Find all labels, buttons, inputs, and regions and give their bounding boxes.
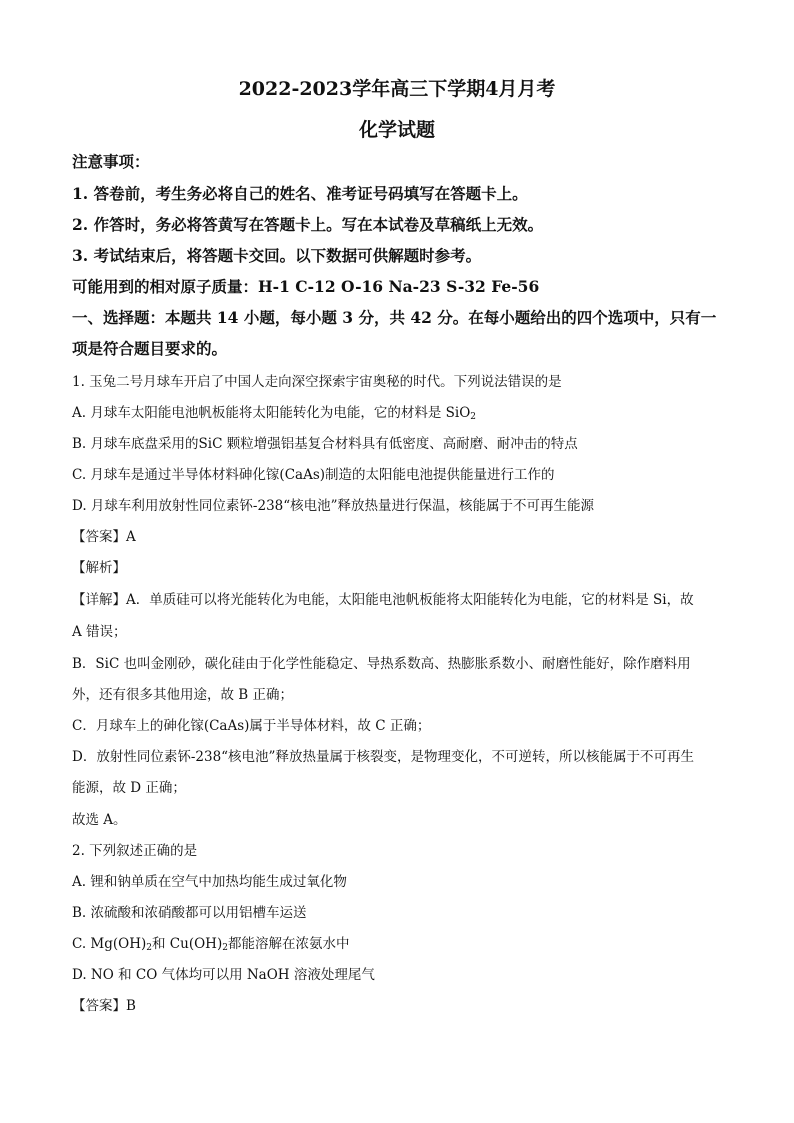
q1-detail-line-2: A 错误； [72,624,127,640]
notice-heading: 注意事项： [72,152,150,171]
q2-stem: 2. 下列叙述正确的是 [72,843,198,859]
notice-item-2: 2. 作答时，务必将答黄写在答题卡上。写在本试卷及草稿纸上无效。 [72,215,544,234]
q1-option-a-text: A. 月球车太阳能电池帆板能将太阳能转化为电能，它的材料是 SiO [72,405,471,421]
q1-option-a-subscript: 2 [470,412,476,422]
q2-option-c-subscript1: 2 [146,943,153,953]
q1-stem: 1. 玉兔二号月球车开启了中国人走向深空探索宇宙奥秘的时代。下列说法错误的是 [72,374,562,390]
q2-option-c-subscript2: 2 [222,943,228,953]
q1-option-d: D. 月球车利用放射性同位素钚-238“核电池”释放热量进行保温，核能属于不可再生能源 [72,498,595,514]
q1-detail-label: 【详解】 [72,592,126,608]
q2-option-c-part1: C. Mg(OH) [72,936,147,952]
q2-answer-label: 【答案】 [72,998,126,1014]
q1-detail-line-5: C．月球车上的砷化镓(CaAs)属于半导体材料，故 C 正确； [72,718,431,734]
q1-option-b: B. 月球车底盘采用的SiC 颗粒增强铝基复合材料具有低密度、高耐磨、耐冲击的特点 [72,436,578,452]
q2-answer-value: B [126,998,136,1014]
q2-option-c [72,932,732,953]
section1-line1: 一、选择题：本题共 14 小题，每小题 3 分，共 42 分。在每小题给出的四个选项中，只有一 [72,308,717,327]
q1-detail-line-3: B．SiC 也叫金刚砂，碳化硅由于化学性能稳定、导热系数高、热膨胀系数小、耐磨性能好，除作磨料用 [72,656,691,672]
q1-answer-label: 【答案】 [72,529,126,545]
q2-answer [72,994,136,1014]
q1-detail-line-7: 能源，故 D 正确； [72,780,186,796]
q1-option-a [72,401,732,422]
q1-detail-line-1 [72,588,732,608]
q1-detail-line-8: 故选 A。 [72,812,127,828]
q1-answer-value: A [126,529,136,545]
q1-answer [72,525,136,545]
q2-option-b: B. 浓硫酸和浓硝酸都可以用铝槽车运送 [72,905,307,921]
q2-option-c-part2: 和 Cu(OH) [152,936,223,952]
q1-option-c: C. 月球车是通过半导体材料砷化镓(CaAs)制造的太阳能电池提供能量进行工作的 [72,467,555,483]
notice-item-1: 1. 答卷前，考生务必将自己的姓名、准考证号码填写在答题卡上。 [72,184,528,203]
exam-subtitle: 化学试题 [358,119,435,141]
q2-option-d: D. NO 和 CO 气体均可以用 NaOH 溶液处理尾气 [72,967,375,983]
q1-detail-line-6: D．放射性同位素钚-238“核电池”释放热量属于核裂变，是物理变化，不可逆转，所以核能属于不可再生 [72,749,694,765]
q1-analysis-label: 【解析】 [72,560,126,576]
q2-option-a: A. 锂和钠单质在空气中加热均能生成过氧化物 [72,874,347,890]
q2-option-c-part3: 都能溶解在浓氨水中 [227,936,350,952]
q1-detail-line-4: 外，还有很多其他用途，故 B 正确； [72,687,294,703]
atomic-mass-line: 可能用到的相对原子质量：H-1 C-12 O-16 Na-23 S-32 Fe-56 [72,277,540,296]
q1-detail-text-1: A．单质硅可以将光能转化为电能，太阳能电池帆板能将太阳能转化为电能，它的材料是 Si，故 [126,592,694,608]
notice-item-3: 3. 考试结束后，将答题卡交回。以下数据可供解题时参考。 [72,246,482,265]
exam-title: 2022-2023学年高三下学期4月月考 [238,78,556,100]
section1-line2: 项是符合题目要求的。 [72,339,228,358]
